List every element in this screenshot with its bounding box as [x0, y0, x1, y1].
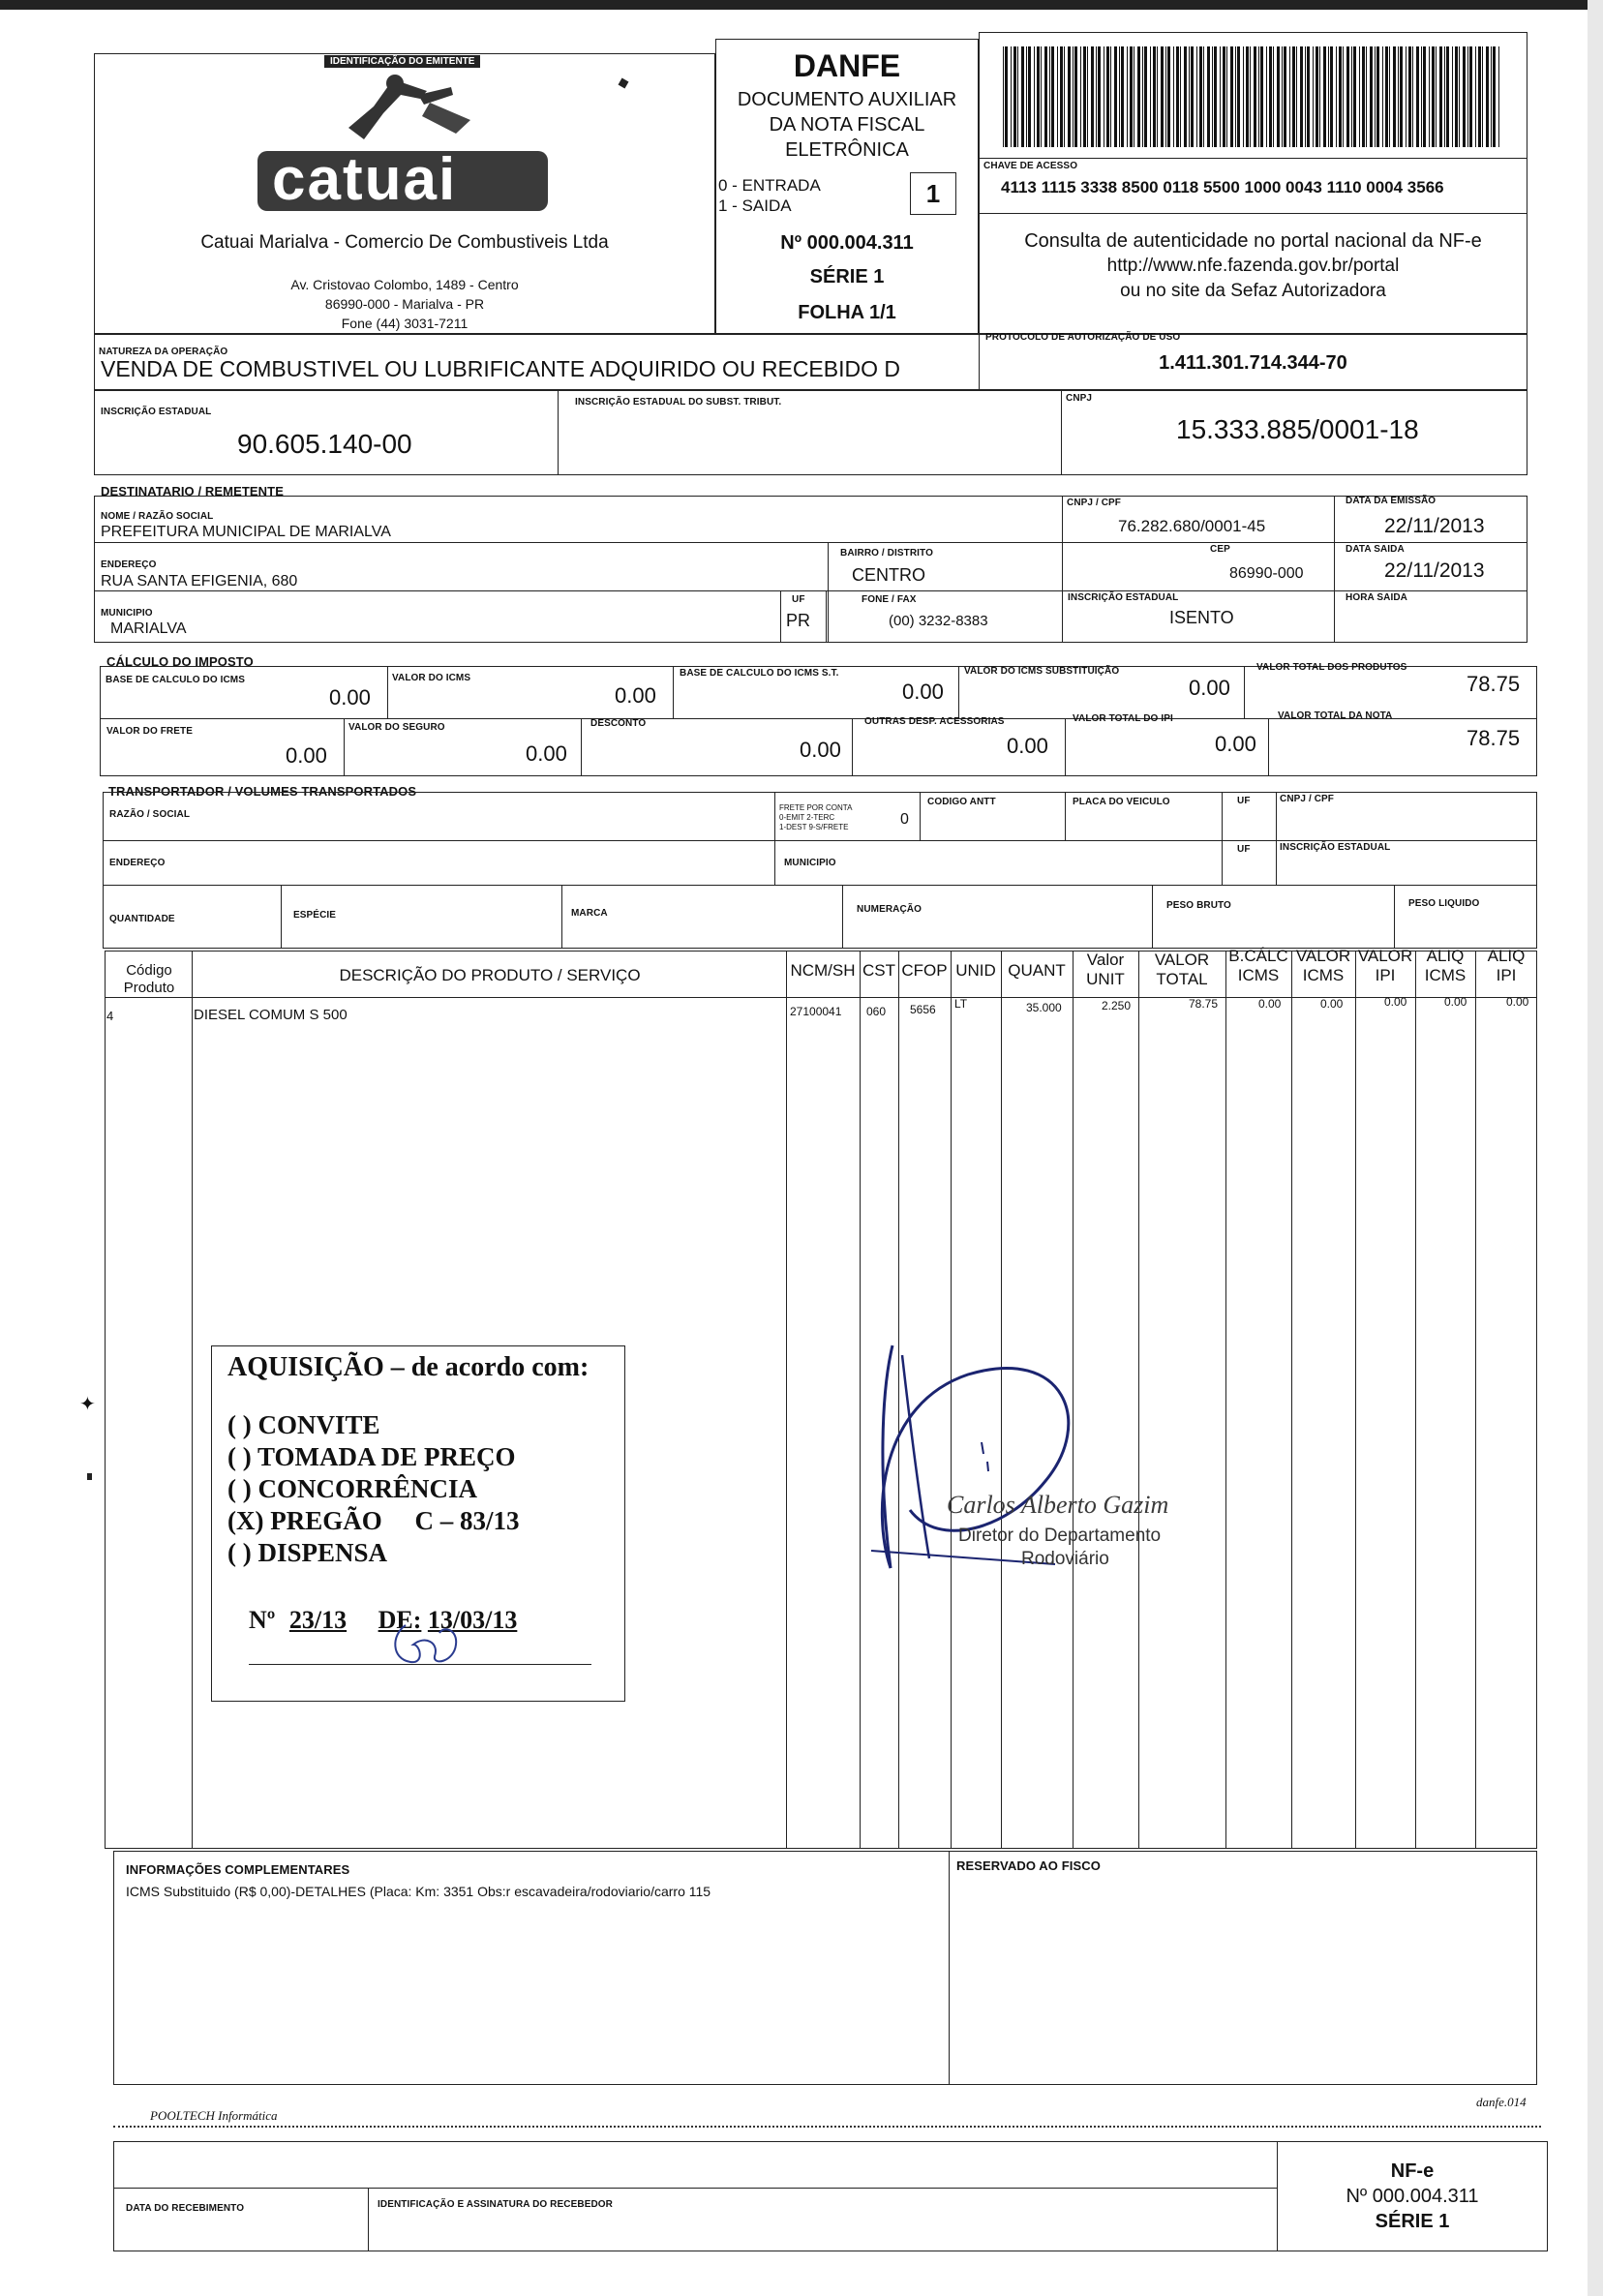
- barcode-bar: [1316, 46, 1318, 147]
- stamp-option-convite: ( ) CONVITE: [227, 1410, 380, 1439]
- col-vipi-header: VALOR IPI: [1357, 947, 1413, 984]
- carrier-city-label: MUNICIPIO: [784, 858, 836, 868]
- barcode-bar: [1482, 46, 1483, 147]
- barcode-bar: [1323, 46, 1326, 147]
- carrier-ie-label: INSCRIÇÃO ESTADUAL: [1280, 842, 1391, 853]
- recipient-district-label: BAIRRO / DISTRITO: [840, 548, 933, 559]
- protocol-label: PROTOCOLO DE AUTORIZAÇÃO DE USO: [985, 332, 1181, 343]
- stamp-date: 13/03/13: [427, 1606, 518, 1634]
- products-total-label: VALOR TOTAL DOS PRODUTOS: [1256, 662, 1407, 673]
- row-unid: LT: [954, 997, 968, 1011]
- nature-label: NATUREZA DA OPERAÇÃO: [99, 347, 228, 357]
- stamp-option-concorrencia: ( ) CONCORRÊNCIA: [227, 1474, 477, 1503]
- barcode-bar: [1389, 46, 1390, 147]
- barcode-bar: [1044, 46, 1047, 147]
- barcode-bar: [1376, 46, 1379, 147]
- barcode-bar: [1034, 46, 1035, 147]
- recipient-cep: 86990-000: [1229, 565, 1304, 582]
- scan-speck-1: ✦: [79, 1394, 96, 1415]
- recipient-city-label: MUNICIPIO: [101, 608, 153, 619]
- recipient-ie: ISENTO: [1169, 608, 1234, 627]
- barcode-bar: [1214, 46, 1217, 147]
- row-cst: 060: [866, 1005, 887, 1018]
- stub-nfe: NF-e: [1390, 2160, 1435, 2182]
- freight-mode-line-3: 1-DEST 9-S/FRETE: [779, 823, 849, 831]
- stamp-title: AQUISIÇÃO – de acordo com:: [227, 1352, 590, 1382]
- scan-edge-right: [1588, 0, 1603, 2296]
- cnpj-value: 15.333.885/0001-18: [1176, 414, 1419, 444]
- signature-role-1: Diretor do Departamento: [958, 1526, 1162, 1546]
- stub-nfe-number: Nº 000.004.311: [1346, 2186, 1479, 2207]
- recipient-name: PREFEITURA MUNICIPAL DE MARIALVA: [101, 524, 391, 540]
- emitter-address-2: 86990-000 - Marialva - PR: [324, 296, 485, 312]
- additional-info-text: ICMS Substituido (R$ 0,00)-DETALHES (Placa: Km: 3351 Obs:r escavadeira/rodoviario/carro 115: [126, 1884, 711, 1899]
- acquisition-stamp: [211, 1345, 625, 1702]
- barcode-bar: [1127, 46, 1128, 147]
- cut-line: [113, 2126, 1541, 2128]
- recipient-uf-label: UF: [792, 594, 805, 605]
- barcode-bar: [1260, 46, 1263, 147]
- freight-mode-value: 0: [900, 811, 909, 828]
- danfe-type-value: 1: [910, 172, 956, 215]
- products-total-value: 78.75: [1467, 672, 1521, 696]
- barcode-bar: [1343, 46, 1344, 147]
- row-aipi: 0.00: [1506, 995, 1529, 1009]
- barcode-bar: [1408, 46, 1411, 147]
- barcode-bar: [1144, 46, 1147, 147]
- col-unid-header: UNID: [955, 961, 996, 980]
- volume-brand-label: MARCA: [571, 908, 608, 919]
- barcode-bar: [1064, 46, 1065, 147]
- barcode-bar: [1220, 46, 1221, 147]
- danfe-subtitle-3: ELETRÔNICA: [785, 139, 909, 161]
- barcode-bar: [1284, 46, 1286, 147]
- danfe-folha: FOLHA 1/1: [798, 302, 896, 323]
- other-expenses-value: 0.00: [1007, 734, 1048, 758]
- consult-line-2: http://www.nfe.fazenda.gov.br/portal: [1106, 256, 1400, 276]
- invoice-total-value: 78.75: [1467, 726, 1521, 750]
- base-st-value: 0.00: [902, 680, 944, 704]
- barcode-bar: [1266, 46, 1267, 147]
- scan-edge: [0, 0, 1603, 10]
- row-vicms: 0.00: [1320, 997, 1344, 1011]
- barcode-bar: [1203, 46, 1204, 147]
- row-cfop: 5656: [910, 1003, 936, 1016]
- insurance-label: VALOR DO SEGURO: [348, 722, 445, 733]
- discount-label: DESCONTO: [590, 718, 647, 729]
- barcode-bar: [1165, 46, 1166, 147]
- row-ncm: 27100041: [790, 1005, 842, 1018]
- freight-label: VALOR DO FRETE: [106, 726, 193, 737]
- barcode-bar: [1313, 46, 1314, 147]
- recipient-cnpj-label: CNPJ / CPF: [1067, 498, 1122, 508]
- emitter-section-label: IDENTIFICAÇÃO DO EMITENTE: [324, 55, 480, 68]
- barcode-bar: [1110, 46, 1111, 147]
- barcode-bar: [1277, 46, 1280, 147]
- barcode-bar: [1223, 46, 1225, 147]
- barcode-bar: [1003, 46, 1004, 147]
- barcode-bar: [1098, 46, 1101, 147]
- barcode-bar: [1467, 46, 1468, 147]
- barcode-bar: [1176, 46, 1179, 147]
- barcode-bar: [1060, 46, 1063, 147]
- cnpj-label: CNPJ: [1066, 393, 1093, 404]
- protocol-value: 1.411.301.714.344-70: [1159, 352, 1347, 374]
- barcode-bar: [1237, 46, 1240, 147]
- barcode-bar: [1416, 46, 1419, 147]
- barcode-bar: [1258, 46, 1259, 147]
- barcode-bar: [1366, 46, 1367, 147]
- barcode-bar: [1455, 46, 1458, 147]
- barcode-bar: [1459, 46, 1460, 147]
- recipient-cep-label: CEP: [1210, 544, 1230, 555]
- barcode-bar: [1037, 46, 1040, 147]
- barcode-bar: [1074, 46, 1077, 147]
- recipient-emission: 22/11/2013: [1384, 515, 1485, 537]
- barcode-bar: [1446, 46, 1449, 147]
- recipient-phone-label: FONE / FAX: [862, 594, 917, 605]
- barcode-bar: [1486, 46, 1489, 147]
- base-icms-value: 0.00: [329, 685, 371, 710]
- col-ncm-header: NCM/SH: [790, 961, 856, 980]
- barcode-bar: [1173, 46, 1174, 147]
- icms-st-label: VALOR DO ICMS SUBSTITUIÇÃO: [964, 666, 1120, 677]
- barcode-bar: [1150, 46, 1151, 147]
- col-vicms-header: VALOR ICMS: [1295, 947, 1351, 984]
- barcode-bar: [1005, 46, 1008, 147]
- row-code: 4: [106, 1009, 114, 1023]
- barcode-bar: [1452, 46, 1453, 147]
- freight-mode-line-1: FRETE POR CONTA: [779, 803, 853, 812]
- barcode-bar: [1429, 46, 1430, 147]
- ipi-total-value: 0.00: [1215, 732, 1256, 756]
- barcode-bar: [1191, 46, 1194, 147]
- barcode-bar: [1199, 46, 1202, 147]
- barcode-bar: [1243, 46, 1244, 147]
- barcode-bar: [1017, 46, 1018, 147]
- danfe-serie: SÉRIE 1: [809, 266, 885, 287]
- barcode-bar: [1346, 46, 1349, 147]
- barcode-bar: [1026, 46, 1027, 147]
- danfe-title: DANFE: [793, 48, 901, 83]
- icms-value: 0.00: [615, 683, 656, 708]
- barcode-bar: [1028, 46, 1031, 147]
- barcode-bar: [1336, 46, 1337, 147]
- barcode-bar: [1106, 46, 1109, 147]
- recipient-address: RUA SANTA EFIGENIA, 680: [101, 573, 298, 589]
- row-bicms: 0.00: [1258, 997, 1282, 1011]
- barcode-bar: [1226, 46, 1227, 147]
- recipient-exit-label: DATA SAIDA: [1346, 544, 1405, 555]
- barcode-bar: [1319, 46, 1320, 147]
- barcode-bar: [1385, 46, 1388, 147]
- carrier-uf-label: UF: [1237, 796, 1251, 806]
- signature-role-2: Rodoviário: [1021, 1549, 1109, 1569]
- other-expenses-label: OUTRAS DESP. ACESSORIAS: [864, 716, 1005, 727]
- barcode-bar: [1412, 46, 1413, 147]
- access-key-label: CHAVE DE ACESSO: [983, 161, 1078, 171]
- stamp-number-row: [249, 1606, 517, 1635]
- scan-speck-2: [87, 1473, 92, 1480]
- receipt-sign-label: IDENTIFICAÇÃO E ASSINATURA DO RECEBEDOR: [378, 2199, 613, 2210]
- col-total-header: VALOR TOTAL: [1154, 951, 1210, 988]
- barcode-bar: [1423, 46, 1426, 147]
- barcode-bar: [1041, 46, 1042, 147]
- barcode-bar: [1300, 46, 1303, 147]
- carrier-address-label: ENDEREÇO: [109, 858, 166, 868]
- barcode-bar: [1137, 46, 1140, 147]
- barcode-bar: [1119, 46, 1120, 147]
- volume-numbering-label: NUMERAÇÃO: [857, 904, 922, 915]
- barcode-bar: [1235, 46, 1236, 147]
- stamp-option-pregao: (X) PREGÃO C – 83/13: [227, 1506, 520, 1535]
- barcode-bar: [1161, 46, 1164, 147]
- barcode-bar: [1330, 46, 1333, 147]
- barcode-bar: [1307, 46, 1310, 147]
- barcode-bar: [1184, 46, 1187, 147]
- barcode-bar: [1157, 46, 1158, 147]
- barcode-bar: [1432, 46, 1435, 147]
- col-bicms-header: B.CÁLC ICMS: [1228, 947, 1288, 984]
- barcode-bar: [1436, 46, 1437, 147]
- barcode-bar: [1250, 46, 1251, 147]
- barcode-bar: [1096, 46, 1097, 147]
- volume-qty-label: QUANTIDADE: [109, 914, 175, 924]
- barcode-bar: [1080, 46, 1081, 147]
- barcode-bar: [1353, 46, 1356, 147]
- danfe-entrada: 0 - ENTRADA: [718, 176, 821, 195]
- barcode-bar: [1246, 46, 1249, 147]
- stamp-option-tomada: ( ) TOMADA DE PREÇO: [227, 1442, 516, 1471]
- emitter-name: Catuai Marialva - Comercio De Combustiveis Ltda: [200, 232, 609, 253]
- barcode: [1003, 46, 1506, 147]
- danfe-subtitle-1: DOCUMENTO AUXILIAR: [737, 89, 957, 110]
- icms-label: VALOR DO ICMS: [392, 673, 471, 683]
- access-key: 4113 1115 3338 8500 0118 5500 1000 0043 1110 0004 3566: [1001, 178, 1444, 196]
- barcode-bar: [1400, 46, 1403, 147]
- col-unit-header: Valor UNIT: [1086, 951, 1125, 988]
- tax-section-label: CÁLCULO DO IMPOSTO: [106, 654, 254, 669]
- recipient-ie-label: INSCRIÇÃO ESTADUAL: [1068, 592, 1179, 603]
- recipient-address-label: ENDEREÇO: [101, 559, 157, 570]
- col-aicms-header: ALIQ ICMS: [1424, 947, 1467, 984]
- recipient-section-label: DESTINATARIO / REMETENTE: [101, 484, 284, 498]
- col-aipi-header: ALIQ IPI: [1487, 947, 1526, 984]
- row-quant: 35.000: [1026, 1001, 1062, 1014]
- barcode-bar: [1359, 46, 1360, 147]
- nature-value: VENDA DE COMBUSTIVEL OU LUBRIFICANTE ADQUIRIDO OU RECEBIDO D: [101, 356, 901, 381]
- barcode-bar: [1289, 46, 1290, 147]
- net-weight-label: PESO LIQUIDO: [1408, 898, 1480, 909]
- footer-software: POOLTECH Informática: [150, 2108, 278, 2123]
- barcode-bar: [1057, 46, 1058, 147]
- barcode-bar: [1292, 46, 1295, 147]
- footer-form-code: danfe.014: [1476, 2095, 1527, 2109]
- barcode-bar: [1051, 46, 1054, 147]
- recipient-district: CENTRO: [852, 565, 925, 585]
- recipient-uf: PR: [786, 611, 811, 630]
- recipient-phone: (00) 3232-8383: [889, 613, 988, 629]
- recipient-cnpj: 76.282.680/0001-45: [1118, 517, 1266, 535]
- barcode-bar: [1498, 46, 1499, 147]
- barcode-bar: [1421, 46, 1422, 147]
- initials-scribble-icon: [386, 1616, 464, 1674]
- stamp-date-prefix: DE:: [378, 1606, 422, 1634]
- row-unit: 2.250: [1102, 999, 1132, 1012]
- barcode-bar: [1351, 46, 1352, 147]
- barcode-bar: [1478, 46, 1481, 147]
- barcode-bar: [1196, 46, 1197, 147]
- carrier-uf2-label: UF: [1237, 844, 1251, 855]
- barcode-bar: [1339, 46, 1342, 147]
- recipient-emission-label: DATA DA EMISSÃO: [1346, 496, 1437, 506]
- freight-value: 0.00: [286, 743, 327, 768]
- barcode-bar: [1475, 46, 1476, 147]
- barcode-bar: [1142, 46, 1143, 147]
- barcode-bar: [1328, 46, 1329, 147]
- transport-section-label: TRANSPORTADOR / VOLUMES TRANSPORTADOS: [108, 784, 417, 799]
- plate-label: PLACA DO VEICULO: [1073, 797, 1170, 807]
- barcode-bar: [1207, 46, 1210, 147]
- barcode-icon: [1003, 46, 1506, 147]
- danfe-saida: 1 - SAIDA: [718, 196, 792, 215]
- ie-value: 90.605.140-00: [237, 429, 412, 459]
- danfe-subtitle-2: DA NOTA FISCAL: [769, 114, 925, 136]
- barcode-bar: [1087, 46, 1088, 147]
- barcode-bar: [1444, 46, 1445, 147]
- gross-weight-label: PESO BRUTO: [1166, 900, 1231, 911]
- stamp-option-dispensa: ( ) DISPENSA: [227, 1538, 388, 1567]
- ie-st-label: INSCRIÇÃO ESTADUAL DO SUBST. TRIBUT.: [575, 397, 782, 408]
- carrier-name-label: RAZÃO / SOCIAL: [109, 809, 191, 820]
- barcode-bar: [1083, 46, 1086, 147]
- row-total: 78.75: [1189, 997, 1219, 1011]
- col-desc-header: DESCRIÇÃO DO PRODUTO / SERVIÇO: [339, 966, 641, 984]
- barcode-bar: [1011, 46, 1012, 147]
- barcode-bar: [1463, 46, 1466, 147]
- emitter-address-1: Av. Cristovao Colombo, 1489 - Centro: [290, 277, 519, 292]
- insurance-value: 0.00: [526, 741, 567, 766]
- barcode-bar: [1130, 46, 1133, 147]
- emitter-phone: Fone (44) 3031-7211: [341, 316, 469, 331]
- barcode-bar: [1091, 46, 1094, 147]
- row-vipi: 0.00: [1384, 995, 1407, 1009]
- col-cfop-header: CFOP: [901, 961, 948, 980]
- barcode-bar: [1393, 46, 1396, 147]
- barcode-bar: [1212, 46, 1213, 147]
- recipient-city: MARIALVA: [110, 620, 187, 637]
- emitter-logo: [248, 70, 558, 215]
- recipient-name-label: NOME / RAZÃO SOCIAL: [101, 511, 214, 522]
- barcode-bar: [1121, 46, 1124, 147]
- barcode-bar: [1296, 46, 1297, 147]
- fisco-label: RESERVADO AO FISCO: [956, 1858, 1101, 1873]
- danfe-number: Nº 000.004.311: [780, 232, 914, 254]
- consult-line-3: ou no site da Sefaz Autorizadora: [1120, 281, 1386, 301]
- barcode-bar: [1167, 46, 1170, 147]
- recipient-exit: 22/11/2013: [1384, 559, 1485, 582]
- consult-line-1: Consulta de autenticidade no portal nacional da NF-e: [1024, 230, 1482, 252]
- row-aicms: 0.00: [1444, 995, 1467, 1009]
- stamp-number-prefix: Nº: [249, 1606, 276, 1634]
- additional-info-label: INFORMAÇÕES COMPLEMENTARES: [126, 1862, 350, 1877]
- barcode-bar: [1068, 46, 1071, 147]
- barcode-bar: [1269, 46, 1272, 147]
- barcode-bar: [1362, 46, 1365, 147]
- receipt-date-label: DATA DO RECEBIMENTO: [126, 2203, 245, 2214]
- barcode-bar: [1153, 46, 1156, 147]
- barcode-bar: [1439, 46, 1442, 147]
- icms-st-value: 0.00: [1189, 676, 1230, 700]
- recipient-time-label: HORA SAIDA: [1346, 592, 1407, 603]
- barcode-bar: [1073, 46, 1074, 147]
- base-icms-label: BASE DE CALCULO DO ICMS: [106, 675, 245, 685]
- col-cst-header: CST: [862, 961, 895, 980]
- invoice-total-label: VALOR TOTAL DA NOTA: [1278, 710, 1393, 721]
- barcode-bar: [1305, 46, 1306, 147]
- barcode-bar: [1114, 46, 1117, 147]
- volume-species-label: ESPÉCIE: [293, 910, 337, 921]
- barcode-bar: [1282, 46, 1283, 147]
- barcode-bar: [1180, 46, 1181, 147]
- barcode-bar: [1254, 46, 1256, 147]
- stub-nfe-serie: SÉRIE 1: [1375, 2211, 1450, 2232]
- ie-label: INSCRIÇÃO ESTADUAL: [101, 407, 212, 417]
- barcode-bar: [1021, 46, 1024, 147]
- barcode-bar: [1398, 46, 1399, 147]
- stamp-number: 23/13: [288, 1606, 348, 1634]
- barcode-bar: [1230, 46, 1233, 147]
- carrier-cnpj-label: CNPJ / CPF: [1280, 794, 1335, 804]
- signature-area: [852, 1336, 1239, 1587]
- barcode-bar: [1493, 46, 1496, 147]
- discount-value: 0.00: [800, 738, 841, 762]
- recipient-box: [94, 496, 1527, 643]
- base-st-label: BASE DE CALCULO DO ICMS S.T.: [680, 668, 839, 679]
- logo-text: catuai: [272, 146, 458, 213]
- barcode-bar: [1382, 46, 1383, 147]
- col-quant-header: QUANT: [1008, 961, 1066, 980]
- signature-name: Carlos Alberto Gazim: [947, 1491, 1169, 1519]
- barcode-bar: [1375, 46, 1376, 147]
- freight-mode-line-2: 0-EMIT 2-TERC: [779, 813, 835, 822]
- col-code-header: Código Produto: [123, 962, 175, 996]
- barcode-bar: [1370, 46, 1373, 147]
- barcode-bar: [1491, 46, 1492, 147]
- freight-mode: [779, 803, 852, 832]
- row-desc: DIESEL COMUM S 500: [194, 1007, 348, 1023]
- barcode-bar: [1189, 46, 1190, 147]
- ipi-total-label: VALOR TOTAL DO IPI: [1073, 713, 1173, 724]
- barcode-bar: [1013, 46, 1016, 147]
- antt-label: CODIGO ANTT: [927, 797, 996, 807]
- barcode-bar: [1469, 46, 1472, 147]
- barcode-bar: [1049, 46, 1050, 147]
- barcode-bar: [1273, 46, 1274, 147]
